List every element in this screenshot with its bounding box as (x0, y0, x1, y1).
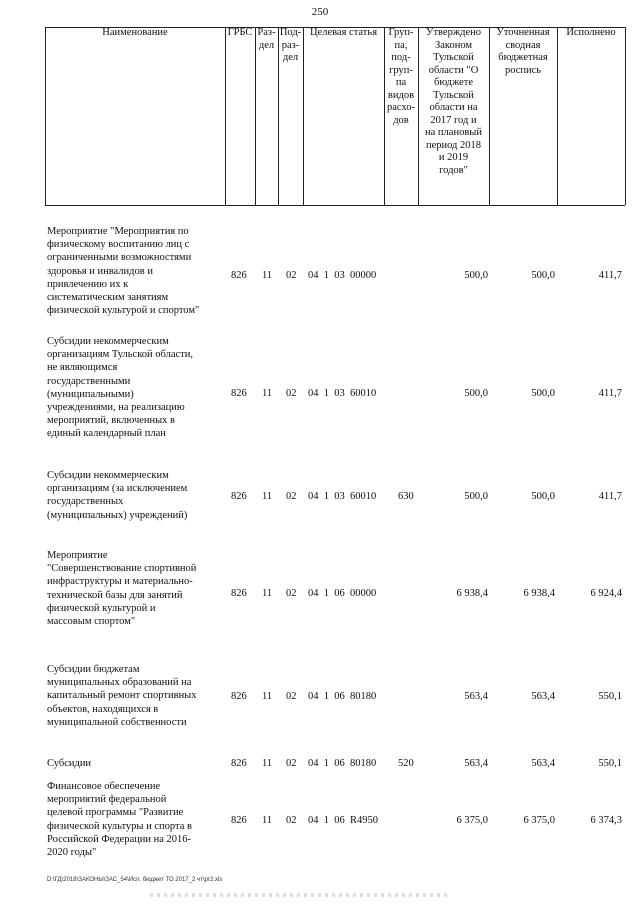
row-name: Субсидии бюджетам муниципальных образований на капитальный ремонт спортивных объектов, находящихся в муниципальной собственности (47, 664, 197, 728)
row-refined: 6 938,4 (523, 588, 555, 599)
row-target: 04 1 03 60010 (308, 491, 377, 502)
row-podrazdel: 02 (286, 491, 297, 502)
row-executed: 411,7 (598, 388, 622, 399)
row-refined: 563,4 (531, 691, 555, 702)
row-vid: 520 (398, 758, 414, 769)
row-razdel: 11 (262, 388, 273, 399)
col-divider (45, 27, 46, 205)
table-header (45, 27, 625, 205)
header-target: Целевая статья (309, 27, 378, 38)
header-name: Наименование (102, 27, 168, 38)
row-name: Субсидии некоммерческим организациям (за исключением государственных (муниципальных) учреждений) (47, 470, 188, 521)
row-grbs: 826 (231, 691, 247, 702)
row-grbs: 826 (231, 815, 247, 826)
row-target: 04 1 03 60010 (308, 388, 377, 399)
row-razdel: 11 (262, 691, 273, 702)
row-podrazdel: 02 (286, 691, 297, 702)
row-name: Субсидии некоммерческим организациям Тульской области, не являющимся государственными (муниципальными) учреждениями, на реализацию мероприятий, включенных в единый календарный план (47, 336, 194, 440)
row-executed: 550,1 (598, 691, 622, 702)
col-divider (255, 27, 256, 205)
header-grbs: ГРБС (227, 27, 253, 38)
row-refined: 500,0 (531, 270, 555, 281)
row-razdel: 11 (262, 491, 273, 502)
row-podrazdel: 02 (286, 815, 297, 826)
row-name: Мероприятие "Мероприятия по физическому воспитанию лиц с ограниченными возможностями здоровья и инвалидов и привлечению их к систематическим занятиям физической культурой и спортом" (47, 226, 200, 317)
row-approved: 6 375,0 (456, 815, 488, 826)
col-divider (557, 27, 558, 205)
row-podrazdel: 02 (286, 588, 297, 599)
row-approved: 6 938,4 (456, 588, 488, 599)
row-razdel: 11 (262, 815, 273, 826)
row-podrazdel: 02 (286, 388, 297, 399)
row-executed: 411,7 (598, 270, 622, 281)
row-target: 04 1 03 00000 (308, 270, 377, 281)
row-executed: 6 374,3 (590, 815, 622, 826)
row-grbs: 826 (231, 270, 247, 281)
footer-scan-artifact (150, 893, 450, 897)
row-grbs: 826 (231, 388, 247, 399)
row-name: Финансовое обеспечение мероприятий федеральной целевой программы "Развитие физической культуры и спорта в Российской Федерации на 2016- 2020 годы" (47, 781, 192, 859)
header-refined: Уточненная сводная бюджетная роспись (496, 27, 550, 76)
row-refined: 500,0 (531, 388, 555, 399)
row-refined: 500,0 (531, 491, 555, 502)
header-executed: Исполнено (566, 27, 616, 38)
row-executed: 6 924,4 (590, 588, 622, 599)
row-razdel: 11 (262, 758, 273, 769)
row-target: 04 1 06 80180 (308, 758, 377, 769)
row-refined: 563,4 (531, 758, 555, 769)
row-vid: 630 (398, 491, 414, 502)
row-target: 04 1 06 00000 (308, 588, 377, 599)
footer-file-path: D:\ГД\2018\ЗАКОНЫ\ЗАС_54\Исп. бюджет ТО 2017_2 чт\рг2.xls (47, 877, 223, 883)
row-name: Мероприятие "Совершенствование спортивной инфраструктуры и материально- технической базы для занятий физической культурой и массовым спортом" (47, 550, 197, 628)
header-approved: Утверждено Законом Тульской области "О бюджете Тульской области на 2017 год и на плановый период 2018 и 2019 годов" (425, 27, 482, 176)
row-approved: 500,0 (464, 388, 488, 399)
row-target: 04 1 06 80180 (308, 691, 377, 702)
row-name: Субсидии (47, 758, 92, 769)
header-podrazdel: Под- раз- дел (279, 27, 302, 63)
row-razdel: 11 (262, 588, 273, 599)
header-vid: Груп- па, под- груп- па видов расхо- дов (386, 27, 416, 126)
col-divider (225, 27, 226, 205)
row-target: 04 1 06 R4950 (308, 815, 379, 826)
header-bottom-border (45, 205, 625, 206)
row-approved: 563,4 (464, 758, 488, 769)
col-divider (625, 27, 626, 205)
row-approved: 563,4 (464, 691, 488, 702)
col-divider (303, 27, 304, 205)
row-approved: 500,0 (464, 491, 488, 502)
header-razdel: Раз- дел (257, 27, 276, 51)
row-refined: 6 375,0 (523, 815, 555, 826)
page-number: 250 (311, 6, 329, 18)
row-executed: 411,7 (598, 491, 622, 502)
row-grbs: 826 (231, 588, 247, 599)
row-executed: 550,1 (598, 758, 622, 769)
row-razdel: 11 (262, 270, 273, 281)
row-grbs: 826 (231, 491, 247, 502)
row-grbs: 826 (231, 758, 247, 769)
row-podrazdel: 02 (286, 270, 297, 281)
row-approved: 500,0 (464, 270, 488, 281)
row-podrazdel: 02 (286, 758, 297, 769)
